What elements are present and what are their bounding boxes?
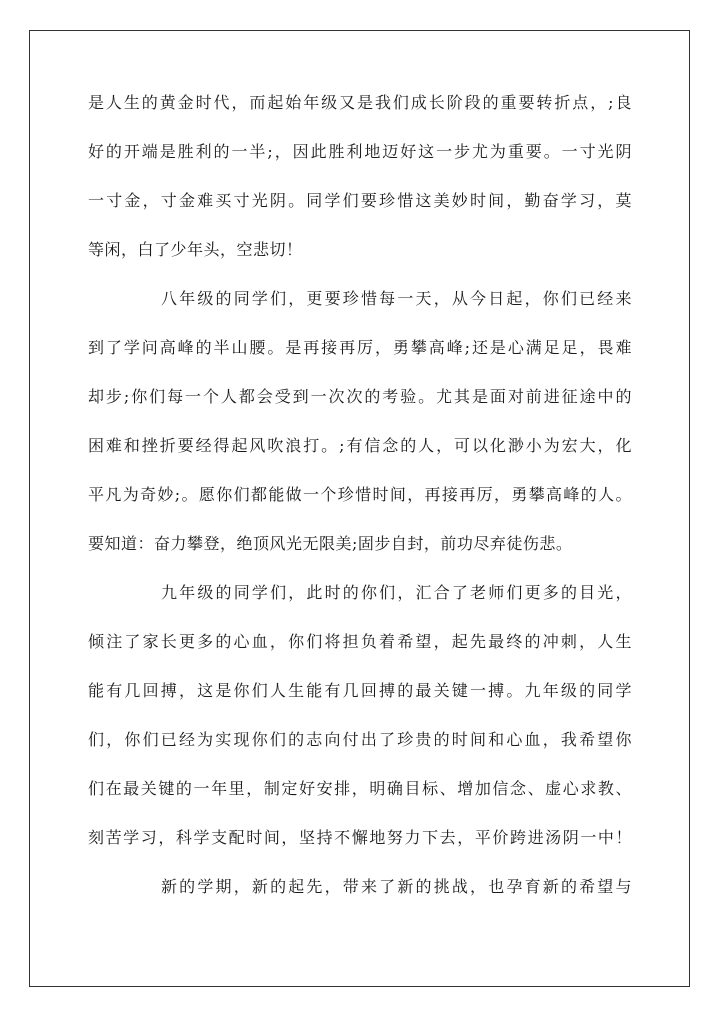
- text-line: 好的开端是胜利的一半;，因此胜利地迈好这一步尤为重要。一寸光阴: [88, 142, 632, 161]
- text-line: 要知道：奋力攀登，绝顶风光无限美;固步自封，前功尽弃徒伤悲。: [88, 534, 573, 553]
- text-line: 等闲，白了少年头，空悲切！: [88, 240, 303, 259]
- text-line: 是人生的黄金时代，而起始年级又是我们成长阶段的重要转折点，;良: [88, 93, 632, 112]
- text-line: 倾注了家长更多的心血，你们将担负着希望，起先最终的冲刺，人生: [88, 632, 632, 651]
- text-line: 平凡为奇妙;。愿你们都能做一个珍惜时间，再接再厉，勇攀高峰的人。: [88, 485, 632, 504]
- paragraph-start-line: 八年级的同学们，更要珍惜每一天，从今日起，你们已经来: [161, 289, 632, 308]
- text-line: 困难和挫折要经得起风吹浪打。;有信念的人，可以化渺小为宏大，化: [88, 436, 632, 455]
- paragraph-start-line: 九年级的同学们，此时的你们，汇合了老师们更多的目光，: [161, 583, 632, 602]
- text-line: 一寸金，寸金难买寸光阴。同学们要珍惜这美妙时间，勤奋学习，莫: [88, 191, 632, 210]
- text-line: 到了学问高峰的半山腰。是再接再厉，勇攀高峰;还是心满足足，畏难: [88, 338, 632, 357]
- text-line: 们，你们已经为实现你们的志向付出了珍贵的时间和心血，我希望你: [88, 730, 632, 749]
- text-line: 能有几回搏，这是你们人生能有几回搏的最关键一搏。九年级的同学: [88, 681, 632, 700]
- text-line: 刻苦学习，科学支配时间，坚持不懈地努力下去，平价跨进汤阴一中！: [88, 828, 632, 847]
- text-line: 们在最关键的一年里，制定好安排，明确目标、增加信念、虚心求教、: [88, 779, 632, 798]
- paragraph-start-line: 新的学期，新的起先，带来了新的挑战，也孕育新的希望与: [161, 877, 632, 896]
- text-line: 却步;你们每一个人都会受到一次次的考验。尤其是面对前进征途中的: [88, 387, 632, 406]
